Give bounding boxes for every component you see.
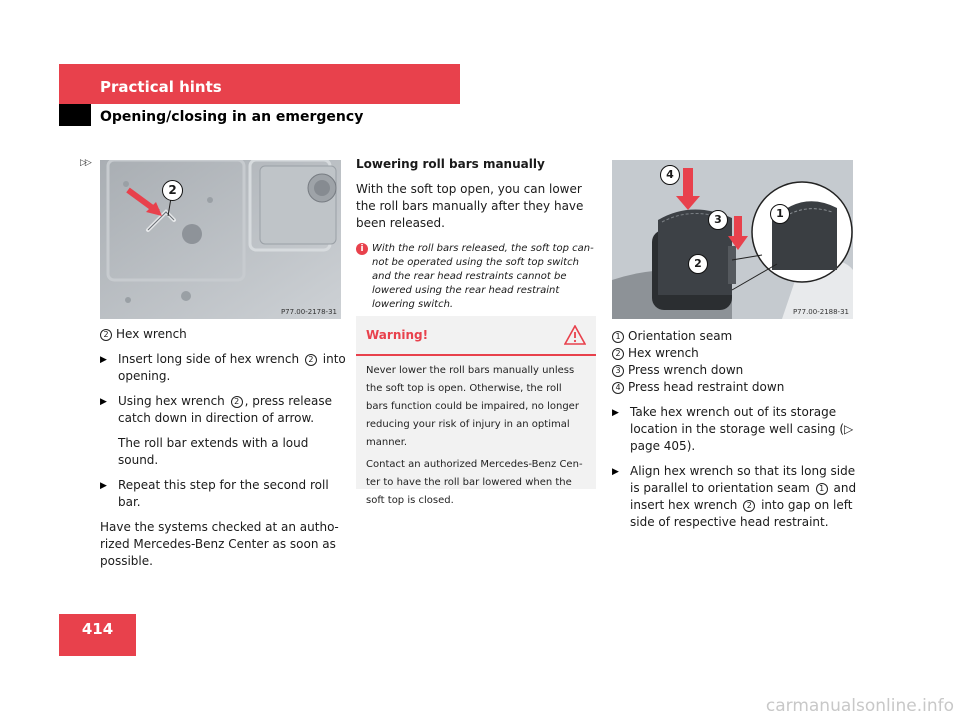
- step-item: [100, 477, 346, 511]
- step-text: Take hex wrench out of its storage location in the storage well casing (▷ page 405).: [630, 405, 854, 453]
- step-item: [612, 463, 858, 531]
- info-note: [356, 242, 598, 312]
- number-marker: 2: [305, 354, 317, 366]
- number-marker: 4: [612, 382, 624, 394]
- legend-text: Hex wrench: [628, 346, 699, 360]
- closing-paragraph: Have the systems checked at an authorized Mercedes-Benz Center as soon as possible.: [100, 520, 339, 568]
- warning-box: [356, 316, 596, 506]
- step-text: Insert long side of hex wrench: [118, 352, 300, 366]
- warning-paragraph: Contact an authorized Mercedes-Benz Center to have the roll bar lowered when the soft top is closed.: [366, 459, 583, 506]
- number-marker: 2: [100, 329, 112, 341]
- step-text: , press release catch down in direction of arrow.: [118, 394, 332, 425]
- step-arrow-icon: ▶: [100, 481, 107, 491]
- callout-4: 4: [660, 165, 680, 185]
- step-text: into opening.: [118, 352, 346, 383]
- page-number-tab: [59, 614, 136, 656]
- header-marker: [59, 104, 91, 126]
- legend-text: Hex wrench: [116, 327, 187, 341]
- warning-paragraph: Never lower the roll bars manually unless the soft top is open. Otherwise, the roll bars function could be impaired, no longer reducing your risk of injury in an optimal manner.: [366, 365, 579, 448]
- column-right: [612, 328, 858, 531]
- legend-text: Orientation seam: [628, 329, 733, 343]
- step-item: [612, 404, 858, 455]
- legend-item: [612, 328, 858, 345]
- step-arrow-icon: ▶: [612, 467, 619, 477]
- number-marker: 2: [612, 348, 624, 360]
- legend-text: Press head restraint down: [628, 380, 785, 394]
- figure-code: P77.00-2178-31: [280, 308, 337, 316]
- number-marker: 1: [612, 331, 624, 343]
- callout-2: 2: [162, 180, 183, 201]
- number-marker: 1: [816, 483, 828, 495]
- number-marker: 2: [743, 500, 755, 512]
- legend-text: Press wrench down: [628, 363, 744, 377]
- step-text: Repeat this step for the second roll bar.: [118, 478, 329, 509]
- callout-2: 2: [688, 254, 708, 274]
- legend-item: [612, 345, 858, 362]
- page-number: 414: [81, 620, 114, 638]
- callout-1: 1: [770, 204, 790, 224]
- number-marker: 3: [612, 365, 624, 377]
- step-text: Align hex wrench so that its long side is parallel to orientation seam: [630, 464, 856, 495]
- legend-item: [612, 362, 858, 379]
- column-left: [100, 326, 346, 570]
- number-marker: 2: [231, 396, 243, 408]
- section-heading: Lowering roll bars manually: [356, 157, 545, 171]
- step-item: [100, 393, 346, 427]
- warning-triangle-icon: [564, 325, 586, 345]
- intro-paragraph: With the soft top open, you can lower the roll bars manually after they have been released.: [356, 182, 584, 230]
- section-title: Practical hints: [100, 78, 222, 96]
- warning-body: [356, 356, 596, 516]
- figure-head-restraint: [612, 160, 853, 319]
- info-icon: i: [356, 243, 368, 255]
- continuation-mark: ▷▷: [80, 158, 90, 168]
- step-arrow-icon: ▶: [100, 397, 107, 407]
- step-text: and insert hex wrench: [630, 481, 857, 512]
- callout-3: 3: [708, 210, 728, 230]
- step-item: [100, 351, 346, 385]
- figure-code: P77.00-2188-31: [792, 308, 849, 316]
- figure-left-illustration: [100, 160, 341, 319]
- step-arrow-icon: ▶: [612, 408, 619, 418]
- step-arrow-icon: ▶: [100, 355, 107, 365]
- figure-right-illustration: [612, 160, 853, 319]
- watermark: carmanualsonline.info: [765, 696, 954, 716]
- legend-item: [100, 326, 346, 343]
- figure-hex-wrench-opening: [100, 160, 341, 319]
- step-result: The roll bar extends with a loud sound.: [118, 436, 309, 467]
- subsection-title: Opening/closing in an emergency: [100, 109, 364, 125]
- step-text: Using hex wrench: [118, 394, 225, 408]
- warning-header: [356, 316, 596, 356]
- step-text: into gap on left side of respective head restraint.: [630, 498, 853, 529]
- warning-title: Warning!: [366, 328, 429, 342]
- column-middle: [356, 156, 598, 312]
- legend-item: [612, 379, 858, 396]
- info-note-text: With the roll bars released, the soft top cannot be operated using the soft top switch and the rear head restraints cannot be lowered using the rear head restraint lowering switch.: [372, 243, 594, 310]
